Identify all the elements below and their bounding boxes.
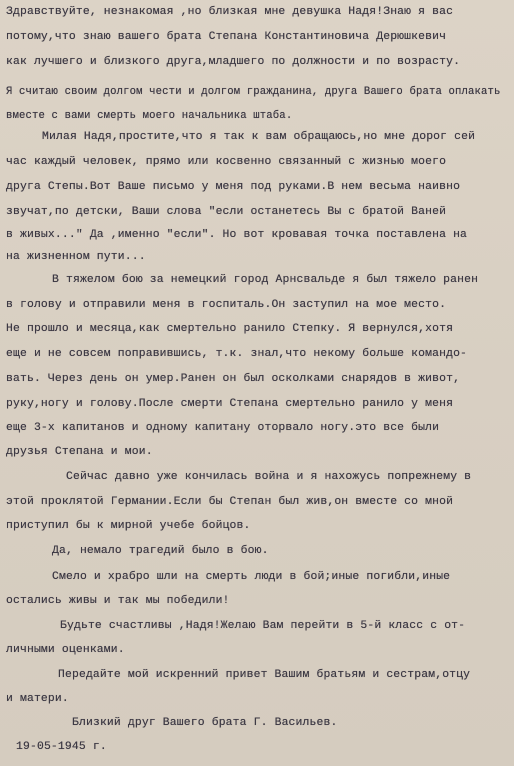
letter-line-17: еще 3-х капитанов и одному капитану оторвало ногу.это все были	[6, 422, 440, 434]
letter-line-1: Здравствуйте, незнакомая ,но близкая мне девушка Надя!Знаю я вас	[6, 6, 454, 18]
letter-line-24: остались живы и так мы победили!	[6, 595, 230, 607]
letter-line-8: звучат,по детски, Ваши слова "если останетесь Вы с братой Ваней	[6, 206, 447, 218]
letter-line-20: этой проклятой Германии.Если бы Степан был жив,он вместе со мной	[6, 496, 454, 508]
letter-line-28: и матери.	[6, 693, 69, 705]
letter-line-16: руку,ногу и голову.После смерти Степана смертельно ранило у меня	[6, 398, 454, 410]
letter-line-11: В тяжелом бою за немецкий город Арнсвальде я был тяжело ранен	[52, 274, 479, 286]
letter-line-26: личными оценками.	[6, 644, 125, 656]
signature-line: Близкий друг Вашего брата Г. Васильев.	[72, 717, 338, 729]
letter-line-13: Не прошло и месяца,как смертельно ранило Степку. Я вернулся,хотя	[6, 323, 454, 335]
letter-line-25: Будьте счастливы ,Надя!Желаю Вам перейти в 5-й класс с от-	[60, 620, 466, 632]
letter-line-12: в голову и отправили меня в госпиталь.Он заступил на мое место.	[6, 299, 447, 311]
letter-line-23: Смело и храбро шли на смерть люди в бой;иные погибли,иные	[52, 571, 451, 583]
letter-line-4: Я считаю своим долгом чести и долгом гражданина, друга Вашего брата оплакать вместе с вами смерть моего начальника штаба.	[6, 86, 501, 122]
letter-date: 19-05-1945 г.	[16, 741, 107, 753]
letter-line-9: в живых..." Да ,именно "если". Но вот кровавая точка поставлена на	[6, 229, 468, 241]
letter-line-19: Сейчас давно уже кончилась война и я нахожусь попрежнему в	[66, 471, 472, 483]
letter-line-27: Передайте мой искренний привет Вашим братьям и сестрам,отцу	[58, 669, 471, 681]
letter-line-14: еще и не совсем поправившись, т.к. знал,что некому больше командо-	[6, 348, 468, 360]
letter-line-7: друга Степы.Вот Ваше письмо у меня под руками.В нем весьма наивно	[6, 181, 461, 193]
letter-line-5: Милая Надя,простите,что я так к вам обращаюсь,но мне дорог сей	[42, 131, 476, 143]
letter-line-6: час каждый человек, прямо или косвенно связанный с жизнью моего	[6, 156, 447, 168]
letter-line-3: как лучшего и близкого друга,младшего по должности и по возрасту.	[6, 56, 461, 68]
letter-line-21: приступил бы к мирной учебе бойцов.	[6, 520, 251, 532]
letter-line-15: вать. Через день он умер.Ранен он был осколками снарядов в живот,	[6, 373, 461, 385]
letter-line-22: Да, немало трагедий было в бою.	[52, 545, 269, 557]
letter-line-18: друзья Степана и мои.	[6, 446, 153, 458]
letter-line-2: потому,что знаю вашего брата Степана Константиновича Дерюшкевич	[6, 31, 447, 43]
letter-line-10: на жизненном пути...	[6, 251, 146, 263]
